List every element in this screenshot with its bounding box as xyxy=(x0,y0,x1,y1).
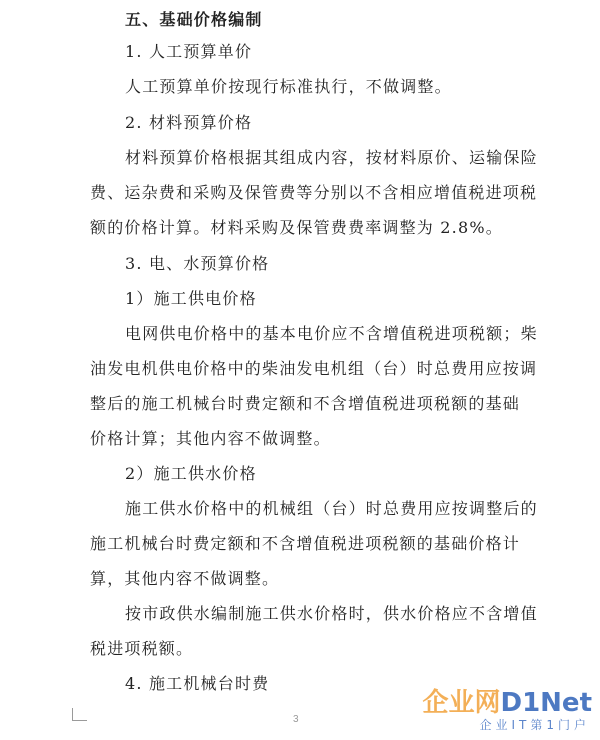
paragraph-line: 施工供水价格中的机械组（台）时总费用应按调整后的 xyxy=(125,499,538,518)
watermark-brand: D1Net xyxy=(500,688,592,718)
paragraph-line: 费、运杂费和采购及保管费等分别以不含相应增值税进项税 xyxy=(90,183,538,202)
paragraph-line: 人工预算单价按现行标准执行，不做调整。 xyxy=(125,77,452,96)
margin-corner-mark xyxy=(72,708,87,721)
watermark-main-text xyxy=(422,688,592,718)
paragraph-line: 施工机械台时费定额和不含增值税进项税额的基础价格计 xyxy=(90,534,521,553)
paragraph-line: 材料预算价格根据其组成内容，按材料原价、运输保险 xyxy=(125,148,538,167)
paragraph-line: 油发电机供电价格中的柴油发电机组（台）时总费用应按调 xyxy=(90,359,538,378)
paragraph-line: 电网供电价格中的基本电价应不含增值税进项税额；柴 xyxy=(125,324,538,343)
paragraph-line: 算，其他内容不做调整。 xyxy=(90,569,280,588)
subheading-power-water: 3. 电、水预算价格 xyxy=(125,254,270,273)
subheading-water-supply: 2）施工供水价格 xyxy=(125,464,257,483)
paragraph-line: 税进项税额。 xyxy=(90,639,194,658)
paragraph-line: 按市政供水编制施工供水价格时，供水价格应不含增值 xyxy=(125,604,538,623)
subheading-machine-hourly-cost: 4. 施工机械台时费 xyxy=(125,674,270,693)
subheading-labor-price: 1. 人工预算单价 xyxy=(125,42,253,61)
paragraph-line: 价格计算；其他内容不做调整。 xyxy=(90,429,331,448)
subheading-power-supply: 1）施工供电价格 xyxy=(125,289,257,308)
paragraph-line: 额的价格计算。材料采购及保管费费率调整为 2.8%。 xyxy=(90,218,503,237)
paragraph-line: 整后的施工机械台时费定额和不含增值税进项税额的基础 xyxy=(90,394,521,413)
subheading-material-price: 2. 材料预算价格 xyxy=(125,113,253,132)
watermark-logo xyxy=(422,686,596,738)
watermark-prefix: 企业网 xyxy=(422,688,501,718)
watermark-subtitle: 企业IT第1门户 xyxy=(479,718,590,732)
section-heading: 五、基础价格编制 xyxy=(125,10,263,29)
page-number: 3 xyxy=(293,714,299,725)
